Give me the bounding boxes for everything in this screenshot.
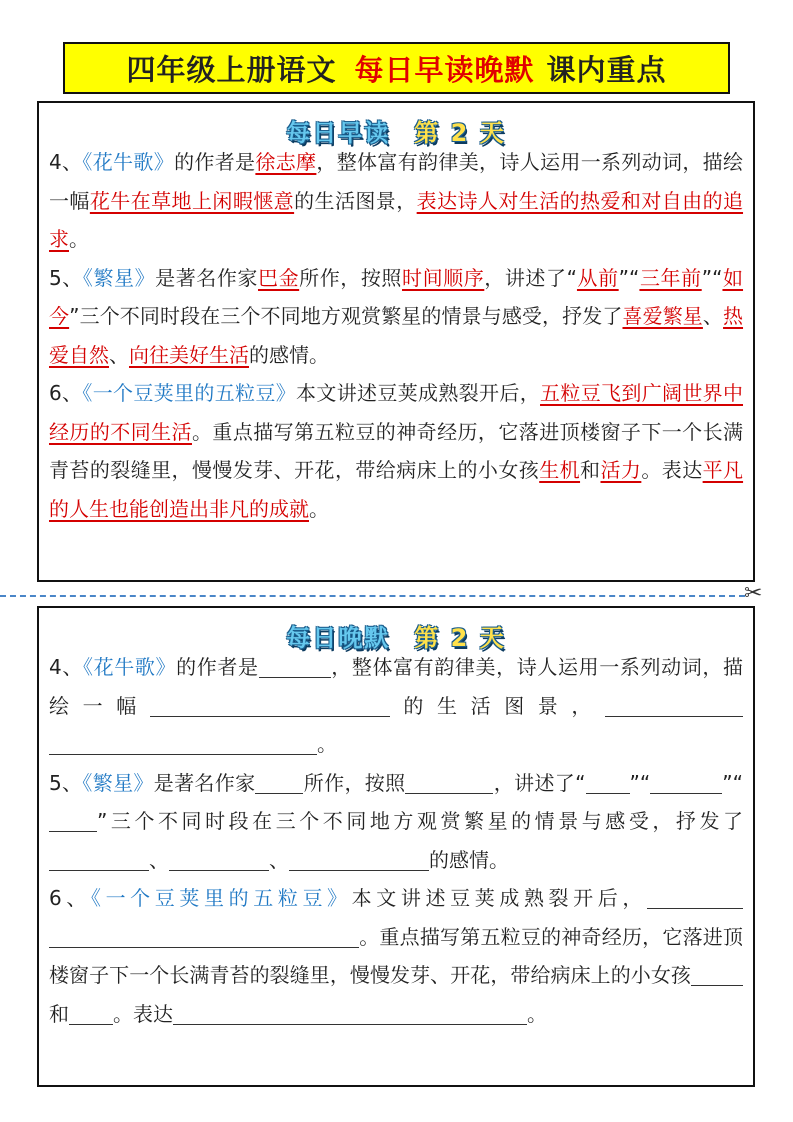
blank[interactable] xyxy=(49,925,359,948)
scissors-icon: ✂ xyxy=(744,581,763,606)
blank[interactable] xyxy=(586,771,630,794)
blank[interactable] xyxy=(169,848,269,871)
blank[interactable] xyxy=(650,771,722,794)
blank[interactable] xyxy=(173,1002,527,1025)
evening-box-title xyxy=(39,618,753,652)
evening-dictation-box xyxy=(37,606,755,1087)
morning-reading-box xyxy=(37,101,755,582)
blank[interactable] xyxy=(49,848,149,871)
morning-title-text: 每日早读 xyxy=(286,119,391,147)
morning-item-4: 4、《花牛歌》的作者是徐志摩，整体富有韵律美，诗人运用一系列动词，描绘一幅花牛在草地上闲暇惬意的生活图景，表达诗人对生活的热爱和对自由的追求。 xyxy=(49,150,744,251)
title-part-3: 课内重点 xyxy=(546,52,667,87)
evening-item-6: 6、《一个豆荚里的五粒豆》本文讲述豆荚成熟裂开后，。重点描写第五粒豆的神奇经历，它落进顶楼窗子下一个长满青苔的裂缝里，慢慢发芽、开花，带给病床上的小女孩和 。表达 。 xyxy=(49,886,743,1026)
cut-line xyxy=(0,595,745,597)
morning-item-5: 5、《繁星》是著名作家巴金所作，按照时间顺序，讲述了“从前”“三年前”“如今”三个不同时段在三个不同地方观赏繁星的情景与感受，抒发了喜爱繁星、热爱自然、向往美好生活的感情。 xyxy=(49,265,744,367)
blank[interactable] xyxy=(255,771,303,794)
title-part-2: 每日早读晚默 xyxy=(354,52,535,87)
morning-box-title xyxy=(39,113,753,147)
evening-title-day: 第 2 天 xyxy=(414,624,506,652)
blank[interactable] xyxy=(69,1002,113,1025)
evening-item-4: 4、《花牛歌》的作者是 ，整体富有韵律美，诗人运用一系列动词，描绘一幅 的生活图景，。 xyxy=(49,655,744,756)
blank[interactable] xyxy=(691,963,743,986)
blank[interactable] xyxy=(647,886,743,909)
title-part-1: 四年级上册语文 xyxy=(126,52,337,87)
blank[interactable] xyxy=(49,809,97,832)
evening-title-text: 每日晚默 xyxy=(286,624,391,652)
page-title-banner xyxy=(63,42,730,94)
blank[interactable] xyxy=(289,848,429,871)
blank[interactable] xyxy=(605,694,743,717)
evening-item-5: 5、《繁星》是著名作家 所作，按照 ，讲述了“ ”“ ”“”三个不同时段在三个不同地方观赏繁星的情景与感受，抒发了、 、 的感情。 xyxy=(49,770,744,872)
morning-title-day: 第 2 天 xyxy=(414,119,506,147)
blank[interactable] xyxy=(49,732,317,755)
blank[interactable] xyxy=(405,771,493,794)
blank[interactable] xyxy=(259,655,331,678)
blank[interactable] xyxy=(150,694,390,717)
morning-item-6: 6、《一个豆荚里的五粒豆》本文讲述豆荚成熟裂开后，五粒豆飞到广阔世界中经历的不同生活。重点描写第五粒豆的神奇经历，它落进顶楼窗子下一个长满青苔的裂缝里，慢慢发芽、开花，带给病床上的小女孩生机和活力。表达平凡的人生也能创造出非凡的成就。 xyxy=(49,381,744,521)
